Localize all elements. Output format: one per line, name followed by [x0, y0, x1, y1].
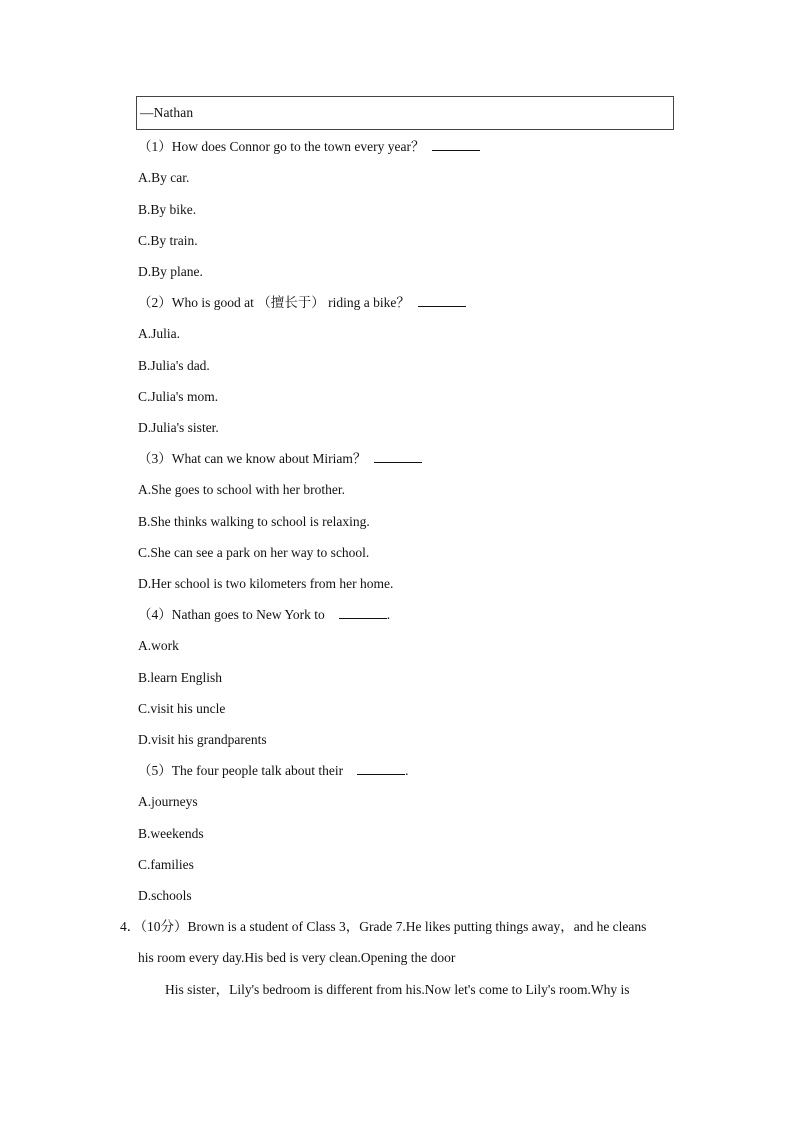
q3-option-c: C.She can see a park on her way to school. — [138, 545, 370, 560]
q5-option-a: A.journeys — [138, 794, 198, 809]
question-3-prompt: （3）What can we know about Miriam？ — [138, 451, 367, 466]
passage-4-line-2: his room every day.His bed is very clean.Opening the door — [138, 950, 456, 965]
question-5-suffix: . — [405, 763, 409, 778]
question-5-prompt: （5）The four people talk about their — [138, 763, 344, 778]
q1-option-c: C.By train. — [138, 233, 198, 248]
answer-blank-3[interactable] — [374, 450, 422, 463]
question-2 — [138, 294, 466, 312]
q4-option-d: D.visit his grandparents — [138, 732, 267, 747]
q1-option-d: D.By plane. — [138, 264, 203, 279]
q1-option-a: A.By car. — [138, 170, 190, 185]
question-4-suffix: . — [386, 607, 391, 622]
q2-option-b: B.Julia's dad. — [138, 358, 210, 373]
q2-option-d: D.Julia's sister. — [138, 420, 219, 435]
answer-blank-5[interactable] — [357, 762, 405, 775]
passage-4-line-1: （10分）Brown is a student of Class 3，Grade 7.He likes putting things away，and he cleans — [140, 919, 647, 934]
q3-option-a: A.She goes to school with her brother. — [138, 482, 345, 497]
question-3 — [138, 450, 422, 468]
q5-option-d: D.schools — [138, 888, 192, 903]
passage-4-number: 4． — [120, 919, 141, 934]
passage-4-heading — [120, 918, 646, 936]
passage-signature-box — [136, 96, 674, 130]
passage-4-line-3: His sister，Lily's bedroom is different from his.Now let's come to Lily's room.Why is — [165, 982, 630, 997]
answer-blank-4[interactable] — [339, 606, 387, 619]
q3-option-b: B.She thinks walking to school is relaxing. — [138, 514, 370, 529]
question-1 — [138, 138, 480, 156]
q4-option-c: C.visit his uncle — [138, 701, 226, 716]
question-2-prompt: （2）Who is good at （擅长于） riding a bike？ — [138, 295, 410, 310]
q5-option-b: B.weekends — [138, 826, 204, 841]
question-4 — [138, 606, 390, 624]
q4-option-b: B.learn English — [138, 670, 222, 685]
q5-option-c: C.families — [138, 857, 194, 872]
q3-option-d: D.Her school is two kilometers from her home. — [138, 576, 394, 591]
q1-option-b: B.By bike. — [138, 202, 197, 217]
question-5 — [138, 762, 408, 780]
question-1-prompt: （1）How does Connor go to the town every year？ — [138, 139, 425, 154]
signature-text: —Nathan — [140, 105, 194, 120]
answer-blank-2[interactable] — [418, 294, 466, 307]
q2-option-c: C.Julia's mom. — [138, 389, 219, 404]
q2-option-a: A.Julia. — [138, 326, 180, 341]
q4-option-a: A.work — [138, 638, 179, 653]
question-4-prompt: （4）Nathan goes to New York to — [138, 607, 325, 622]
answer-blank-1[interactable] — [432, 138, 480, 151]
